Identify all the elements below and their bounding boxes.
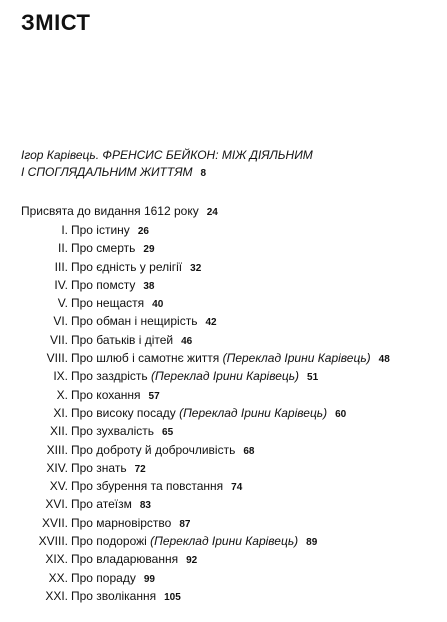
chapter-title: Про зухвалість	[71, 424, 155, 439]
toc-entry[interactable]	[0, 514, 447, 532]
chapter-title: Про батьків і дітей	[71, 332, 174, 347]
toc-entry[interactable]	[0, 258, 447, 276]
page-number: 51	[307, 372, 319, 384]
toc-entry[interactable]	[0, 312, 447, 330]
chapter-title: Про високу посаду	[71, 405, 176, 420]
translator-note: (Переклад Ірини Карівець)	[150, 534, 299, 549]
page-number: 40	[152, 299, 164, 311]
toc-entry[interactable]	[0, 495, 447, 513]
page-number: 60	[335, 408, 347, 420]
chapter-number: XVI.	[45, 497, 68, 512]
chapter-title: Про істину	[71, 223, 130, 237]
intro-line-2-text: І СПОГЛЯДАЛЬНИМ ЖИТТЯМ	[21, 165, 193, 179]
chapter-number: VII.	[49, 332, 68, 347]
chapter-title: Про шлюб і самотнє життя	[71, 351, 220, 366]
page-number: 105	[164, 591, 181, 603]
chapter-number: IV.	[54, 277, 68, 292]
chapter-number: II.	[57, 241, 68, 256]
chapter-title: Про марновірство	[71, 515, 172, 530]
toc-entry[interactable]	[0, 441, 447, 459]
toc-entry[interactable]	[0, 276, 447, 294]
chapter-title: Про доброту й доброчливість	[71, 442, 236, 457]
chapter-number: XXI.	[45, 588, 68, 603]
toc-entry[interactable]	[0, 587, 447, 605]
chapter-number: V.	[57, 296, 68, 311]
chapter-number: XVIII.	[38, 534, 68, 549]
dedication-text: Присвята до видання 1612 року	[21, 204, 199, 218]
chapter-title: Про подорожі	[71, 534, 147, 549]
toc-entry[interactable]	[0, 239, 447, 257]
intro-line-1: Ігор Карівець. ФРЕНСИС БЕЙКОН: МІЖ ДІЯЛЬНИМ	[21, 148, 313, 162]
page-number: 99	[143, 573, 155, 585]
page-number: 48	[378, 354, 390, 366]
chapter-title: Про нещастя	[71, 296, 145, 311]
chapter-number: VIII.	[46, 351, 68, 366]
page-number: 87	[179, 518, 191, 530]
toc-entry[interactable]	[0, 404, 447, 422]
page-number: 46	[181, 335, 193, 347]
chapter-number: IX.	[53, 369, 68, 384]
page-title: ЗМІСТ	[21, 10, 91, 35]
page-number: 42	[205, 317, 217, 329]
toc-entry[interactable]	[0, 532, 447, 550]
toc-entry[interactable]	[0, 349, 447, 367]
chapter-title: Про смерть	[71, 241, 136, 256]
chapter-title: Про заздрість	[71, 369, 148, 384]
toc-entry[interactable]	[0, 422, 447, 440]
toc-entry[interactable]	[0, 221, 447, 239]
chapter-number: XIV.	[46, 460, 68, 475]
page-number: 32	[190, 262, 202, 274]
chapter-title: Про атеїзм	[71, 497, 132, 512]
chapter-number: XII.	[49, 424, 68, 439]
dedication-page-number: 24	[206, 207, 218, 218]
chapter-number: XI.	[53, 405, 68, 420]
page-number: 89	[306, 537, 318, 549]
intro-page-number: 8	[200, 168, 207, 179]
chapter-title: Про пораду	[71, 570, 136, 585]
page-number: 65	[162, 427, 174, 439]
chapter-title: Про зволікання	[71, 588, 157, 603]
chapter-title: Про помсту	[71, 277, 136, 292]
translator-note: (Переклад Ірини Карівець)	[151, 369, 300, 384]
chapter-number: XX.	[48, 570, 68, 585]
chapter-number: XV.	[49, 479, 68, 494]
table-of-contents	[0, 221, 447, 605]
page-number: 83	[139, 500, 151, 512]
chapter-number: XVII.	[41, 515, 68, 530]
page-number: 92	[186, 555, 198, 567]
toc-entry[interactable]	[0, 550, 447, 568]
chapter-title: Про обман і нещирість	[71, 314, 198, 329]
chapter-number: VI.	[53, 314, 68, 329]
chapter-number: X.	[56, 387, 68, 402]
toc-entry[interactable]	[0, 386, 447, 404]
chapter-number: XIII.	[46, 442, 68, 457]
toc-entry[interactable]	[0, 569, 447, 587]
chapter-number: XIX.	[45, 552, 68, 567]
translator-note: (Переклад Ірини Карівець)	[222, 351, 371, 366]
toc-entry[interactable]	[0, 294, 447, 312]
page-number: 38	[143, 280, 155, 292]
chapter-title: Про збурення та повстання	[71, 479, 224, 494]
chapter-title: Про знать	[71, 460, 127, 475]
page-number: 72	[134, 463, 146, 475]
page-number: 29	[143, 244, 155, 256]
page-number: 68	[243, 445, 255, 457]
translator-note: (Переклад Ірини Карівець)	[179, 405, 328, 420]
toc-entry[interactable]	[0, 367, 447, 385]
dedication-entry[interactable]	[21, 203, 218, 221]
chapter-title: Про кохання	[71, 387, 141, 402]
chapter-number: I.	[61, 223, 68, 237]
toc-entry[interactable]	[0, 459, 447, 477]
chapter-title: Про владарювання	[71, 552, 179, 567]
chapter-number: III.	[54, 259, 68, 274]
page-number: 26	[137, 226, 149, 237]
toc-entry[interactable]	[0, 477, 447, 495]
intro-entry[interactable]	[21, 147, 431, 182]
page-number: 57	[148, 390, 160, 402]
toc-entry[interactable]	[0, 331, 447, 349]
intro-line-2	[21, 164, 431, 182]
chapter-title: Про єдність у релігії	[71, 259, 183, 274]
page-number: 74	[231, 482, 243, 494]
